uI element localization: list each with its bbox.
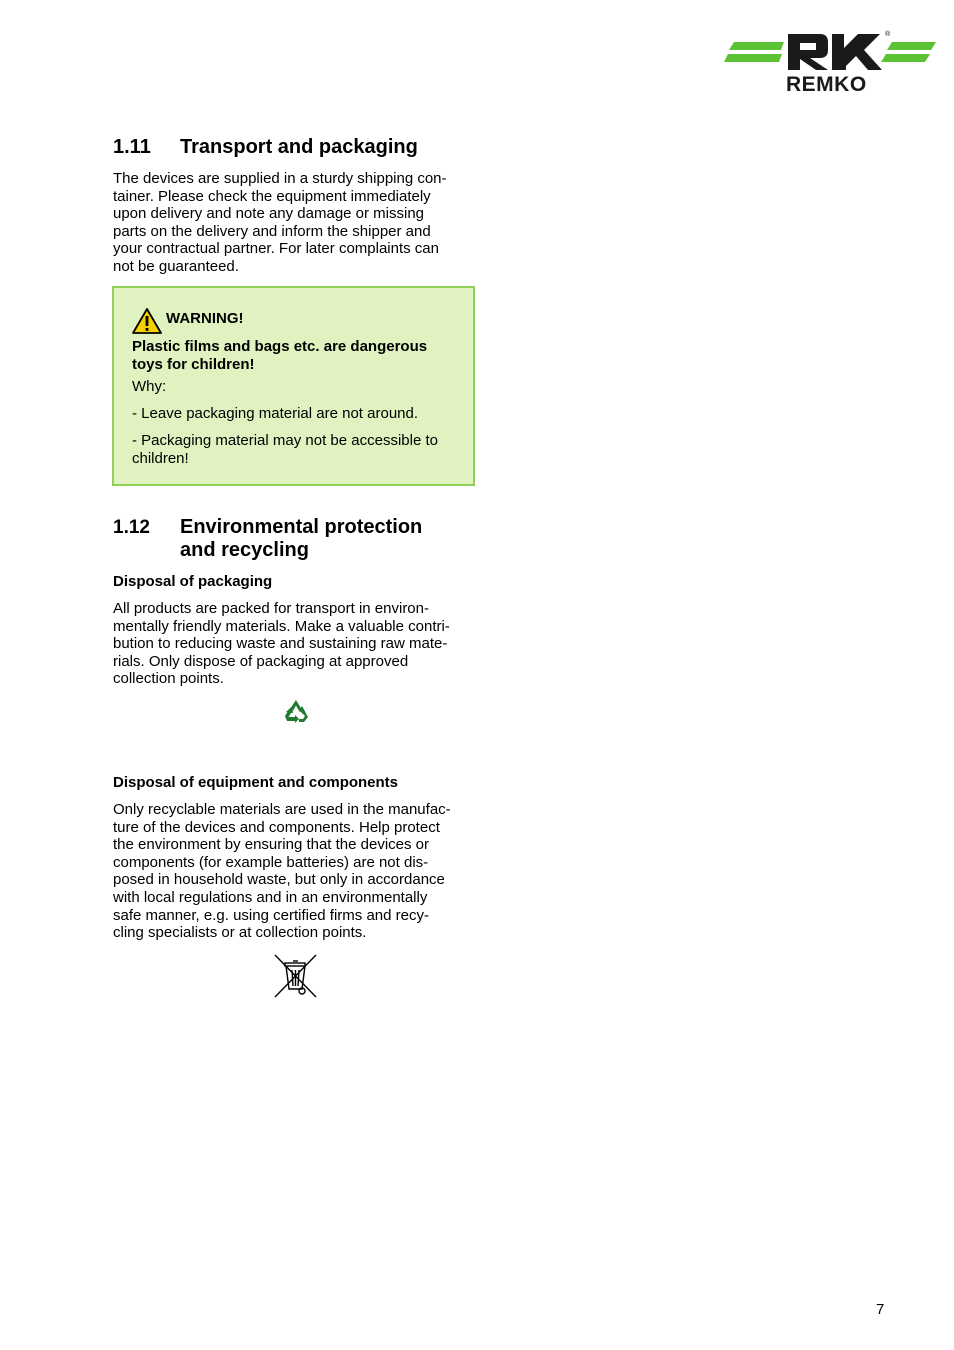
- logo-right-stripe-top: [887, 42, 936, 50]
- logo-wordmark: REMKO: [786, 73, 867, 94]
- section-11-heading: [113, 136, 418, 159]
- text-line: posed in household waste, but only in accordance: [113, 871, 445, 889]
- text-line: and recycling: [180, 539, 309, 561]
- text-line: safe manner, e.g. using certified firms and recy-: [113, 906, 429, 924]
- logo-r-mark: [788, 34, 828, 70]
- recycling-icon: [283, 699, 309, 723]
- logo-left-stripe-bottom: [724, 54, 782, 62]
- section-12-title: [180, 516, 422, 562]
- registered-mark: ®: [885, 31, 891, 38]
- logo-k-mark: [832, 34, 882, 70]
- text-line: with local regulations and in an environmentally: [113, 888, 428, 906]
- remko-logo: [724, 28, 938, 94]
- text-line: cling specialists or at collection points.: [113, 924, 367, 942]
- text-line: rials. Only dispose of packaging at approved: [113, 652, 409, 670]
- warning-triangle-icon: [132, 308, 162, 334]
- text-line: tainer. Please check the equipment immediately: [113, 187, 431, 205]
- text-line: not be guaranteed.: [113, 257, 239, 275]
- text-line: children!: [132, 450, 189, 467]
- text-line: toys for children!: [132, 356, 255, 373]
- text-line: Environmental protection: [180, 516, 423, 538]
- warning-point-1: - Leave packaging material are not around.: [132, 405, 419, 422]
- text-line: - Packaging material may not be accessible to: [132, 432, 438, 449]
- text-line: parts on the delivery and inform the shipper and: [113, 222, 431, 240]
- text-line: mentally friendly materials. Make a valuable contri-: [113, 617, 450, 635]
- section-12-heading: [113, 516, 422, 562]
- text-line: your contractual partner. For later complaints can: [113, 240, 439, 258]
- warning-why: Why:: [132, 378, 167, 395]
- logo-left-stripe-top: [729, 42, 784, 50]
- text-line: the environment by ensuring that the devices or: [113, 836, 430, 854]
- logo-right-stripe-bottom: [881, 54, 930, 62]
- section-11-title: Transport and packaging: [180, 136, 418, 158]
- disposal-packaging-paragraph: [113, 600, 478, 688]
- section-11-paragraph: [113, 170, 478, 276]
- warning-box: [112, 286, 475, 486]
- warning-label: WARNING!: [166, 310, 244, 327]
- warning-headline: [132, 338, 467, 374]
- text-line: All products are packed for transport in environ-: [113, 600, 429, 617]
- text-line: upon delivery and note any damage or missing: [113, 205, 425, 223]
- section-12-number: 1.12: [113, 517, 150, 538]
- text-line: The devices are supplied in a sturdy shipping con-: [113, 170, 447, 187]
- text-line: Plastic films and bags etc. are dangerous: [132, 338, 428, 355]
- disposal-packaging-heading: Disposal of packaging: [113, 573, 273, 590]
- disposal-equipment-heading: Disposal of equipment and components: [113, 774, 399, 791]
- text-line: Only recyclable materials are used in the manufac-: [113, 801, 451, 818]
- text-line: bution to reducing waste and sustaining raw mate-: [113, 635, 448, 653]
- disposal-equipment-paragraph: [113, 801, 478, 942]
- text-line: collection points.: [113, 670, 224, 688]
- page-number: 7: [876, 1301, 885, 1318]
- section-11-number: 1.11: [113, 136, 151, 158]
- crossed-out-wheelie-bin-icon: [273, 953, 318, 999]
- text-line: components (for example batteries) are not dis-: [113, 853, 429, 871]
- text-line: ture of the devices and components. Help protect: [113, 818, 440, 836]
- warning-point-2: [132, 432, 472, 468]
